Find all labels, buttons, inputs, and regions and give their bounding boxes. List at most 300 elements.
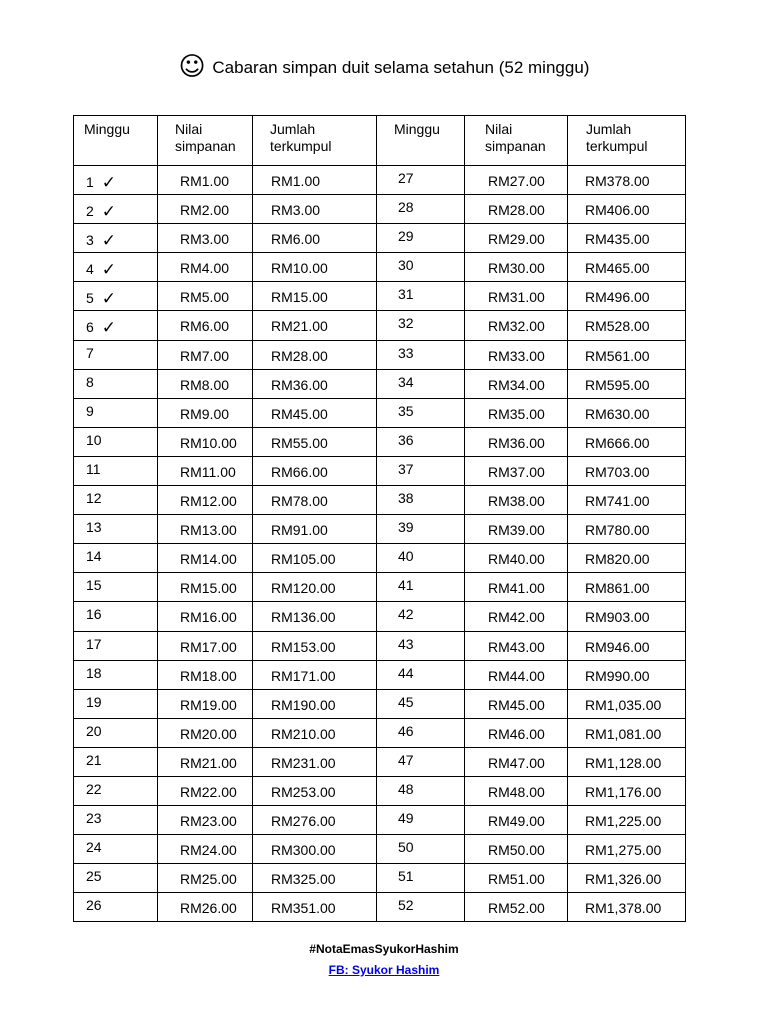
savings-value: RM40.00	[488, 551, 545, 568]
savings-value: RM35.00	[488, 405, 545, 422]
week-number: 48	[398, 780, 414, 797]
table-row	[74, 224, 686, 253]
savings-value: RM23.00	[180, 813, 237, 830]
savings-value: RM41.00	[488, 580, 545, 597]
savings-value: RM48.00	[488, 783, 545, 800]
table-row	[74, 311, 686, 340]
savings-value-cell	[158, 806, 253, 835]
savings-value: RM24.00	[180, 842, 237, 859]
savings-value-cell	[465, 166, 568, 195]
savings-value: RM31.00	[488, 289, 545, 306]
table-row	[74, 718, 686, 747]
savings-value-cell	[158, 311, 253, 340]
accumulated-total-cell	[568, 747, 686, 776]
table-row	[74, 776, 686, 805]
accumulated-total-cell	[253, 718, 377, 747]
accumulated-total-cell	[568, 427, 686, 456]
accumulated-total: RM561.00	[585, 347, 650, 364]
table-row	[74, 398, 686, 427]
week-number-cell	[74, 515, 158, 544]
accumulated-total-cell	[253, 776, 377, 805]
hashtag-text: #NotaEmasSyukorHashim	[309, 942, 459, 956]
week-number: 40	[398, 548, 414, 565]
week-number-cell	[74, 602, 158, 631]
week-number-cell	[377, 311, 465, 340]
week-number: 30	[398, 257, 414, 274]
week-number-cell	[74, 864, 158, 893]
week-number: 33	[398, 344, 414, 361]
accumulated-total-cell	[568, 718, 686, 747]
savings-value-cell	[465, 340, 568, 369]
week-number-cell	[377, 369, 465, 398]
savings-value: RM14.00	[180, 551, 237, 568]
table-row	[74, 369, 686, 398]
savings-value: RM20.00	[180, 725, 237, 742]
savings-value-cell	[465, 544, 568, 573]
savings-value-cell	[158, 253, 253, 282]
accumulated-total-cell	[253, 631, 377, 660]
table-row	[74, 806, 686, 835]
savings-value: RM26.00	[180, 900, 237, 917]
savings-value-cell	[158, 282, 253, 311]
week-number: 17	[86, 635, 102, 652]
table-row	[74, 660, 686, 689]
week-number-cell	[377, 835, 465, 864]
table-row	[74, 602, 686, 631]
savings-value: RM21.00	[180, 754, 237, 771]
header-jumlah-right: Jumlah terkumpul	[568, 116, 686, 166]
savings-value: RM51.00	[488, 871, 545, 888]
accumulated-total: RM820.00	[585, 551, 650, 568]
week-number: 35	[398, 402, 414, 419]
savings-value-cell	[465, 602, 568, 631]
week-number-cell	[74, 427, 158, 456]
week-number: 16	[86, 606, 102, 623]
accumulated-total-cell	[253, 224, 377, 253]
week-number-cell	[377, 893, 465, 922]
accumulated-total-cell	[253, 486, 377, 515]
week-number: 19	[86, 693, 102, 710]
table-row	[74, 893, 686, 922]
accumulated-total-cell	[568, 631, 686, 660]
accumulated-total: RM666.00	[585, 434, 650, 451]
table-row	[74, 166, 686, 195]
accumulated-total: RM496.00	[585, 289, 650, 306]
week-number-cell	[74, 224, 158, 253]
savings-value-cell	[158, 224, 253, 253]
accumulated-total: RM703.00	[585, 463, 650, 480]
savings-value: RM9.00	[180, 405, 230, 422]
accumulated-total-cell	[568, 398, 686, 427]
accumulated-total-cell	[568, 864, 686, 893]
week-number-cell	[74, 340, 158, 369]
savings-value: RM52.00	[488, 900, 545, 917]
accumulated-total-cell	[568, 573, 686, 602]
accumulated-total-cell	[568, 282, 686, 311]
accumulated-total-cell	[568, 776, 686, 805]
week-number-cell	[74, 195, 158, 224]
savings-value-cell	[158, 427, 253, 456]
accumulated-total-cell	[253, 515, 377, 544]
accumulated-total-cell	[568, 166, 686, 195]
accumulated-total: RM435.00	[585, 231, 650, 248]
week-number: 52	[398, 897, 414, 914]
accumulated-total: RM3.00	[271, 202, 321, 219]
week-number: 45	[398, 693, 414, 710]
accumulated-total-cell	[253, 166, 377, 195]
week-number-cell	[377, 253, 465, 282]
week-number: 42	[398, 606, 414, 623]
accumulated-total: RM231.00	[271, 754, 336, 771]
accumulated-total: RM300.00	[271, 842, 336, 859]
week-number: 34	[398, 373, 414, 390]
checkmark-icon: ✓	[101, 289, 117, 310]
savings-value-cell	[158, 195, 253, 224]
accumulated-total: RM153.00	[271, 638, 336, 655]
savings-value-cell	[158, 893, 253, 922]
checkmark-icon: ✓	[101, 173, 117, 193]
savings-value: RM47.00	[488, 754, 545, 771]
week-number-cell	[377, 573, 465, 602]
accumulated-total: RM465.00	[585, 260, 650, 277]
week-number: 28	[398, 199, 414, 216]
week-number-cell	[377, 515, 465, 544]
header-nilai-left: Nilai simpanan	[158, 116, 253, 166]
accumulated-total: RM1.00	[271, 173, 321, 189]
accumulated-total-cell	[568, 544, 686, 573]
accumulated-total: RM66.00	[271, 463, 328, 480]
accumulated-total: RM1,378.00	[585, 900, 662, 917]
accumulated-total-cell	[253, 893, 377, 922]
week-number-cell	[74, 660, 158, 689]
week-number: 3	[86, 232, 94, 249]
savings-value-cell	[465, 427, 568, 456]
week-number: 43	[398, 635, 414, 652]
accumulated-total-cell	[253, 253, 377, 282]
week-number: 1	[86, 174, 94, 190]
week-number-cell	[377, 166, 465, 195]
week-number-cell	[377, 631, 465, 660]
savings-value-cell	[465, 195, 568, 224]
accumulated-total: RM1,035.00	[585, 696, 662, 713]
savings-value-cell	[158, 340, 253, 369]
savings-value: RM19.00	[180, 696, 237, 713]
week-number: 14	[86, 548, 102, 565]
table-header-row	[74, 116, 686, 166]
accumulated-total: RM276.00	[271, 813, 336, 830]
savings-value: RM34.00	[488, 376, 545, 393]
savings-value-cell	[158, 515, 253, 544]
week-number-cell	[74, 282, 158, 311]
week-number: 20	[86, 722, 102, 739]
savings-value: RM13.00	[180, 522, 237, 539]
savings-value-cell	[158, 718, 253, 747]
savings-value: RM3.00	[180, 231, 230, 248]
savings-value: RM27.00	[488, 173, 545, 189]
accumulated-total: RM45.00	[271, 405, 328, 422]
accumulated-total: RM595.00	[585, 376, 650, 393]
accumulated-total: RM55.00	[271, 434, 328, 451]
savings-value: RM16.00	[180, 609, 237, 626]
savings-value: RM22.00	[180, 783, 237, 800]
savings-value-cell	[465, 456, 568, 485]
savings-value: RM4.00	[180, 260, 230, 277]
table-row	[74, 864, 686, 893]
week-number-cell	[377, 340, 465, 369]
week-number: 41	[398, 577, 414, 594]
table-row	[74, 340, 686, 369]
fb-link[interactable]: FB: Syukor Hashim	[328, 963, 440, 977]
accumulated-total-cell	[253, 340, 377, 369]
accumulated-total: RM78.00	[271, 493, 328, 510]
accumulated-total: RM136.00	[271, 609, 336, 626]
savings-value-cell	[158, 602, 253, 631]
week-number: 36	[398, 431, 414, 448]
accumulated-total: RM15.00	[271, 289, 328, 306]
week-number: 49	[398, 810, 414, 827]
savings-value-cell	[158, 456, 253, 485]
savings-value: RM50.00	[488, 842, 545, 859]
accumulated-total: RM120.00	[271, 580, 336, 597]
week-number: 47	[398, 751, 414, 768]
week-number-cell	[74, 893, 158, 922]
savings-value-cell	[158, 835, 253, 864]
accumulated-total-cell	[253, 864, 377, 893]
savings-value: RM37.00	[488, 463, 545, 480]
week-number-cell	[377, 602, 465, 631]
accumulated-total-cell	[253, 602, 377, 631]
week-number: 6	[86, 319, 94, 336]
accumulated-total: RM861.00	[585, 580, 650, 597]
accumulated-total: RM105.00	[271, 551, 336, 568]
accumulated-total-cell	[568, 311, 686, 340]
header-minggu-right: Minggu	[377, 116, 465, 166]
savings-value: RM12.00	[180, 493, 237, 510]
week-number-cell	[74, 747, 158, 776]
accumulated-total: RM1,225.00	[585, 813, 662, 830]
accumulated-total: RM351.00	[271, 900, 336, 917]
savings-value-cell	[465, 631, 568, 660]
savings-value-cell	[465, 253, 568, 282]
savings-value-cell	[158, 747, 253, 776]
accumulated-total-cell	[253, 195, 377, 224]
week-number: 4	[86, 261, 94, 278]
table-row	[74, 631, 686, 660]
savings-value-cell	[465, 573, 568, 602]
savings-value: RM28.00	[488, 202, 545, 219]
accumulated-total: RM741.00	[585, 493, 650, 510]
week-number: 10	[86, 431, 102, 448]
savings-value-cell	[465, 689, 568, 718]
savings-value-cell	[465, 311, 568, 340]
savings-value: RM15.00	[180, 580, 237, 597]
week-number: 22	[86, 780, 102, 797]
accumulated-total-cell	[253, 544, 377, 573]
week-number-cell	[377, 544, 465, 573]
accumulated-total: RM1,081.00	[585, 725, 662, 742]
savings-value: RM42.00	[488, 609, 545, 626]
week-number: 24	[86, 839, 102, 856]
week-number: 51	[398, 868, 414, 885]
savings-value-cell	[465, 806, 568, 835]
week-number-cell	[74, 718, 158, 747]
week-number: 18	[86, 664, 102, 681]
accumulated-total: RM1,128.00	[585, 754, 662, 771]
week-number: 32	[398, 315, 414, 332]
savings-value-cell	[158, 660, 253, 689]
week-number-cell	[74, 253, 158, 282]
accumulated-total-cell	[253, 835, 377, 864]
savings-value: RM1.00	[180, 173, 230, 189]
savings-value-cell	[465, 718, 568, 747]
accumulated-total-cell	[253, 806, 377, 835]
savings-value: RM36.00	[488, 434, 545, 451]
week-number: 50	[398, 839, 414, 856]
savings-value: RM38.00	[488, 493, 545, 510]
week-number-cell	[74, 689, 158, 718]
accumulated-total-cell	[568, 515, 686, 544]
savings-value-cell	[158, 398, 253, 427]
table-row	[74, 282, 686, 311]
week-number-cell	[74, 573, 158, 602]
savings-value: RM33.00	[488, 347, 545, 364]
week-number-cell	[74, 544, 158, 573]
savings-value-cell	[158, 486, 253, 515]
accumulated-total-cell	[568, 806, 686, 835]
week-number-cell	[74, 311, 158, 340]
week-number-cell	[377, 456, 465, 485]
week-number: 27	[398, 170, 414, 186]
savings-value: RM6.00	[180, 318, 230, 335]
savings-value-cell	[465, 747, 568, 776]
table-row	[74, 253, 686, 282]
accumulated-total: RM325.00	[271, 871, 336, 888]
accumulated-total: RM780.00	[585, 522, 650, 539]
accumulated-total: RM1,326.00	[585, 871, 662, 888]
accumulated-total: RM36.00	[271, 376, 328, 393]
accumulated-total: RM630.00	[585, 405, 650, 422]
savings-value: RM32.00	[488, 318, 545, 335]
accumulated-total: RM6.00	[271, 231, 321, 248]
table-row	[74, 486, 686, 515]
week-number-cell	[377, 427, 465, 456]
accumulated-total-cell	[253, 660, 377, 689]
accumulated-total: RM91.00	[271, 522, 328, 539]
smiley-icon: ☺	[178, 52, 206, 82]
savings-value: RM25.00	[180, 871, 237, 888]
savings-value: RM43.00	[488, 638, 545, 655]
week-number: 8	[86, 373, 94, 390]
accumulated-total-cell	[568, 486, 686, 515]
accumulated-total-cell	[568, 893, 686, 922]
checkmark-icon: ✓	[101, 318, 117, 339]
week-number-cell	[377, 776, 465, 805]
savings-value-cell	[158, 864, 253, 893]
accumulated-total-cell	[253, 456, 377, 485]
savings-value: RM49.00	[488, 813, 545, 830]
savings-value-cell	[465, 224, 568, 253]
accumulated-total: RM406.00	[585, 202, 650, 219]
header-jumlah-left: Jumlah terkumpul	[253, 116, 377, 166]
savings-value: RM2.00	[180, 202, 230, 219]
savings-value: RM46.00	[488, 725, 545, 742]
table-row	[74, 747, 686, 776]
accumulated-total: RM528.00	[585, 318, 650, 335]
week-number-cell	[74, 835, 158, 864]
savings-value-cell	[465, 893, 568, 922]
savings-value-cell	[465, 660, 568, 689]
savings-value: RM8.00	[180, 376, 230, 393]
savings-value: RM17.00	[180, 638, 237, 655]
week-number-cell	[377, 282, 465, 311]
accumulated-total: RM253.00	[271, 783, 336, 800]
savings-value: RM18.00	[180, 667, 237, 684]
accumulated-total-cell	[568, 835, 686, 864]
savings-value-cell	[465, 776, 568, 805]
accumulated-total-cell	[568, 340, 686, 369]
table-row	[74, 835, 686, 864]
savings-value-cell	[465, 486, 568, 515]
week-number-cell	[74, 456, 158, 485]
week-number: 46	[398, 722, 414, 739]
week-number: 31	[398, 286, 414, 303]
accumulated-total: RM903.00	[585, 609, 650, 626]
week-number: 12	[86, 490, 102, 507]
table-row	[74, 456, 686, 485]
accumulated-total: RM10.00	[271, 260, 328, 277]
savings-value-cell	[465, 398, 568, 427]
header-minggu-left: Minggu	[74, 116, 158, 166]
savings-value-cell	[158, 369, 253, 398]
savings-value-cell	[465, 369, 568, 398]
accumulated-total: RM21.00	[271, 318, 328, 335]
checkmark-icon: ✓	[101, 202, 117, 223]
week-number: 39	[398, 519, 414, 536]
savings-value: RM30.00	[488, 260, 545, 277]
week-number-cell	[377, 195, 465, 224]
table-row	[74, 573, 686, 602]
savings-value: RM45.00	[488, 696, 545, 713]
week-number-cell	[377, 486, 465, 515]
accumulated-total-cell	[253, 369, 377, 398]
accumulated-total: RM28.00	[271, 347, 328, 364]
accumulated-total-cell	[253, 427, 377, 456]
accumulated-total: RM378.00	[585, 173, 650, 189]
week-number-cell	[74, 398, 158, 427]
accumulated-total: RM1,176.00	[585, 783, 662, 800]
accumulated-total: RM990.00	[585, 667, 650, 684]
table-row	[74, 427, 686, 456]
table-row	[74, 515, 686, 544]
savings-value-cell	[158, 776, 253, 805]
accumulated-total-cell	[568, 602, 686, 631]
savings-value-cell	[465, 282, 568, 311]
week-number-cell	[377, 864, 465, 893]
accumulated-total-cell	[253, 573, 377, 602]
checkmark-icon: ✓	[101, 260, 117, 281]
week-number-cell	[74, 166, 158, 195]
week-number-cell	[74, 806, 158, 835]
week-number: 13	[86, 519, 102, 536]
savings-value-cell	[465, 864, 568, 893]
week-number: 7	[86, 344, 94, 361]
week-number-cell	[377, 747, 465, 776]
accumulated-total-cell	[568, 224, 686, 253]
accumulated-total-cell	[253, 311, 377, 340]
savings-value: RM11.00	[180, 463, 236, 480]
savings-value: RM7.00	[180, 347, 230, 364]
savings-value: RM5.00	[180, 289, 230, 306]
